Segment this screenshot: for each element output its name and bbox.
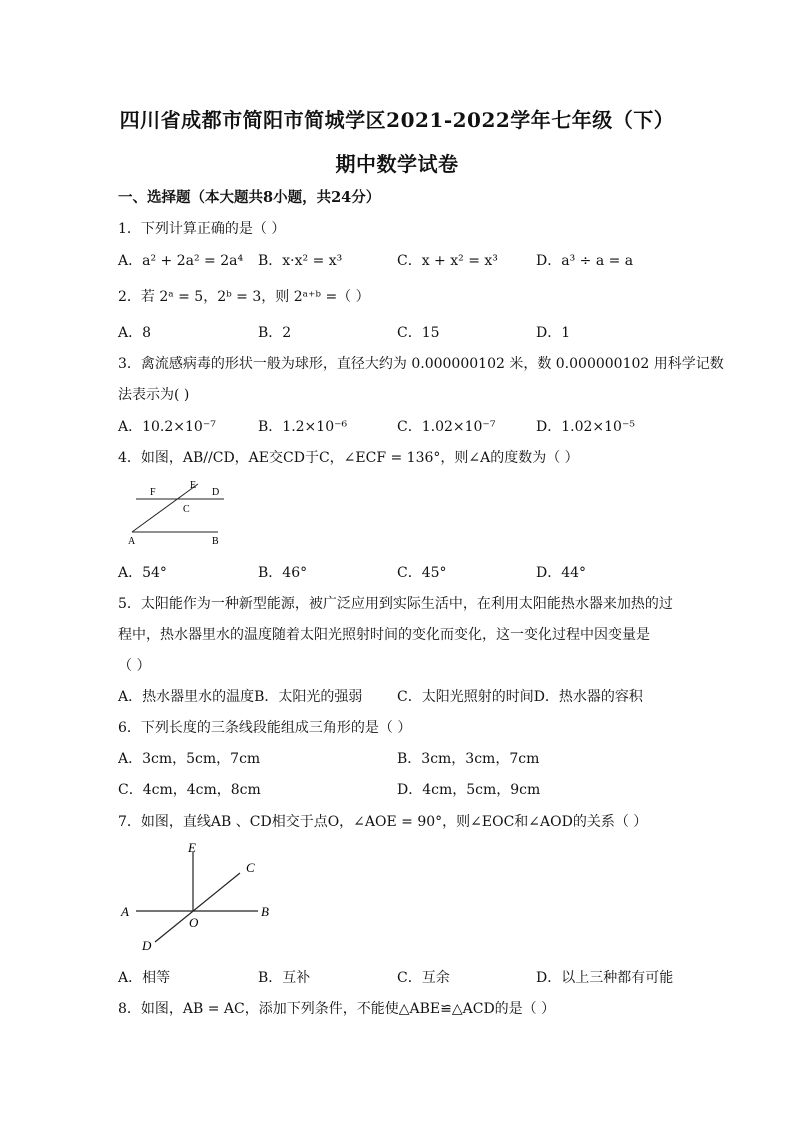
q4-option-b: B．46° <box>258 565 308 581</box>
q4-label-f: F <box>150 487 156 498</box>
q4-figure <box>118 476 238 552</box>
q7-option-d: D．以上三种都有可能 <box>536 970 674 986</box>
q4-label-d: D <box>212 487 220 498</box>
q6-option-b: B．3cm，3cm，7cm <box>397 751 540 767</box>
q5-options-ab: A．热水器里水的温度B．太阳光的强弱 <box>118 689 363 705</box>
q4-option-c: C．45° <box>397 565 447 581</box>
q4-label-a: A <box>128 536 136 547</box>
q3-option-a: A．10.2×10⁻⁷ <box>118 419 216 435</box>
q5-options-cd: C．太阳光照射的时间D．热水器的容积 <box>397 689 643 705</box>
question-6-stem: 6．下列长度的三条线段能组成三角形的是（ ） <box>118 720 412 736</box>
q4-label-e: E <box>190 480 197 491</box>
q1-option-a: A．a² + 2a² = 2a⁴ <box>118 253 244 269</box>
question-4-stem: 4．如图，AB//CD，AE交CD于C，∠ECF = 136°，则∠A的度数为（ ） <box>118 450 579 466</box>
q7-figure <box>118 838 288 958</box>
q6-option-c: C．4cm，4cm，8cm <box>118 782 261 798</box>
q7-label-b: B <box>261 904 269 919</box>
q7-label-d: D <box>142 938 152 953</box>
q1-option-b: B．x·x² = x³ <box>258 253 343 269</box>
q6-option-a: A．3cm，5cm，7cm <box>118 751 261 767</box>
q4-option-d: D．44° <box>536 565 587 581</box>
question-5-stem-line2: 程中，热水器里水的温度随着太阳光照射时间的变化而变化，这一变化过程中因变量是 <box>118 627 650 643</box>
q7-label-a: A <box>121 904 129 919</box>
q4-label-c: C <box>183 504 190 515</box>
section-heading: 一、选择题（本大题共8小题，共24分） <box>118 189 381 206</box>
question-8-stem: 8．如图，AB = AC，添加下列条件，不能使△ABE≌△ACD的是（ ） <box>118 1001 556 1017</box>
q7-option-b: B．互补 <box>258 970 311 986</box>
q7-option-a: A．相等 <box>118 970 171 986</box>
q7-label-o: O <box>189 915 199 930</box>
question-1-stem: 1．下列计算正确的是（ ） <box>118 221 286 237</box>
q3-option-b: B．1.2×10⁻⁶ <box>258 419 348 435</box>
question-3-stem-line2: 法表示为( ) <box>118 387 190 403</box>
q7-label-e: E <box>188 840 196 855</box>
paper-title-line1: 四川省成都市简阳市简城学区2021-2022学年七年级（下） <box>119 108 675 132</box>
q7-option-c: C．互余 <box>397 970 450 986</box>
question-5-stem-line1: 5．太阳能作为一种新型能源，被广泛应用到实际生活中，在利用太阳能热水器来加热的过 <box>118 596 673 612</box>
q7-label-c: C <box>246 860 255 875</box>
q1-option-d: D．a³ ÷ a = a <box>536 253 634 269</box>
paper-title-line2: 期中数学试卷 <box>335 152 459 176</box>
q4-label-b: B <box>212 536 219 547</box>
question-5-stem-line3: （ ） <box>118 658 151 674</box>
question-2-stem: 2．若 2ᵃ = 5，2ᵇ = 3，则 2ᵃ⁺ᵇ =（ ） <box>118 289 370 305</box>
q2-option-d: D．1 <box>536 325 571 341</box>
q7-line-cd <box>155 873 240 942</box>
q2-option-b: B．2 <box>258 325 292 341</box>
q2-option-c: C．15 <box>397 325 440 341</box>
q6-option-d: D．4cm，5cm，9cm <box>397 782 541 798</box>
q3-option-d: D．1.02×10⁻⁵ <box>536 419 635 435</box>
question-3-stem-line1: 3．禽流感病毒的形状一般为球形，直径大约为 0.000000102 米，数 0.000000102 用科学记数 <box>118 356 724 372</box>
q3-option-c: C．1.02×10⁻⁷ <box>397 419 496 435</box>
q4-option-a: A．54° <box>118 565 167 581</box>
q2-option-a: A．8 <box>118 325 152 341</box>
q1-option-c: C．x + x² = x³ <box>397 253 498 269</box>
question-7-stem: 7．如图，直线AB 、CD相交于点O，∠AOE = 90°，则∠EOC和∠AOD的关系（ ） <box>118 814 648 830</box>
